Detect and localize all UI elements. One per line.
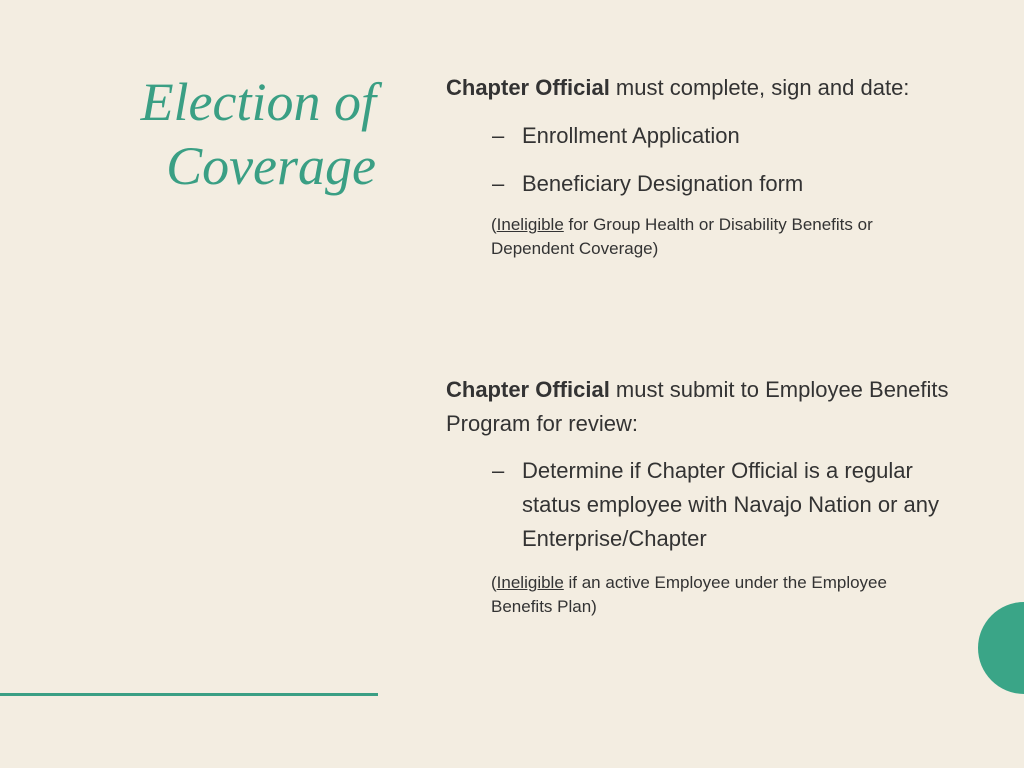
note-text: if an active Employee under the Employee Benefits Plan) <box>491 573 887 616</box>
decorative-circle <box>978 602 1024 694</box>
title-line-2: Coverage <box>166 136 376 196</box>
section-2-lead-rest: must submit to Employee Benefits Program for review: <box>446 377 949 436</box>
section-1-lead <box>446 71 966 105</box>
dash-bullet: – <box>492 171 505 196</box>
note-ineligible: Ineligible <box>496 215 564 234</box>
section-submit-review <box>446 373 966 619</box>
dash-bullet: – <box>492 458 505 483</box>
note-text: for Group Health or Disability Benefits or Dependent Coverage) <box>491 215 873 258</box>
section-complete-forms <box>446 71 966 261</box>
section-1-list <box>446 119 966 201</box>
section-1-note: (Ineligible for Group Health or Disability Benefits or Dependent Coverage) <box>491 215 873 258</box>
section-1-lead-bold: Chapter Official <box>446 75 610 100</box>
list-item-text: Beneficiary Designation form <box>522 171 804 196</box>
note-ineligible: Ineligible <box>496 573 564 592</box>
slide-title <box>141 70 376 198</box>
list-item-beneficiary-designation <box>446 167 966 201</box>
section-2-note: (Ineligible if an active Employee under the Employee Benefits Plan) <box>491 573 887 616</box>
dash-bullet: – <box>492 123 505 148</box>
section-1-lead-rest: must complete, sign and date: <box>609 75 910 100</box>
list-item-text: Determine if Chapter Official is a regular status employee with Navajo Nation or any Enterprise/Chapter <box>522 458 939 551</box>
list-item-determine-status <box>446 454 950 556</box>
list-item-enrollment-application <box>446 119 966 153</box>
accent-divider-line <box>0 693 378 696</box>
section-2-lead-bold: Chapter Official <box>446 377 610 402</box>
title-line-1: Election of <box>140 72 376 132</box>
list-item-text: Enrollment Application <box>522 123 740 148</box>
section-2-lead <box>446 373 966 441</box>
section-2-list <box>446 454 966 556</box>
